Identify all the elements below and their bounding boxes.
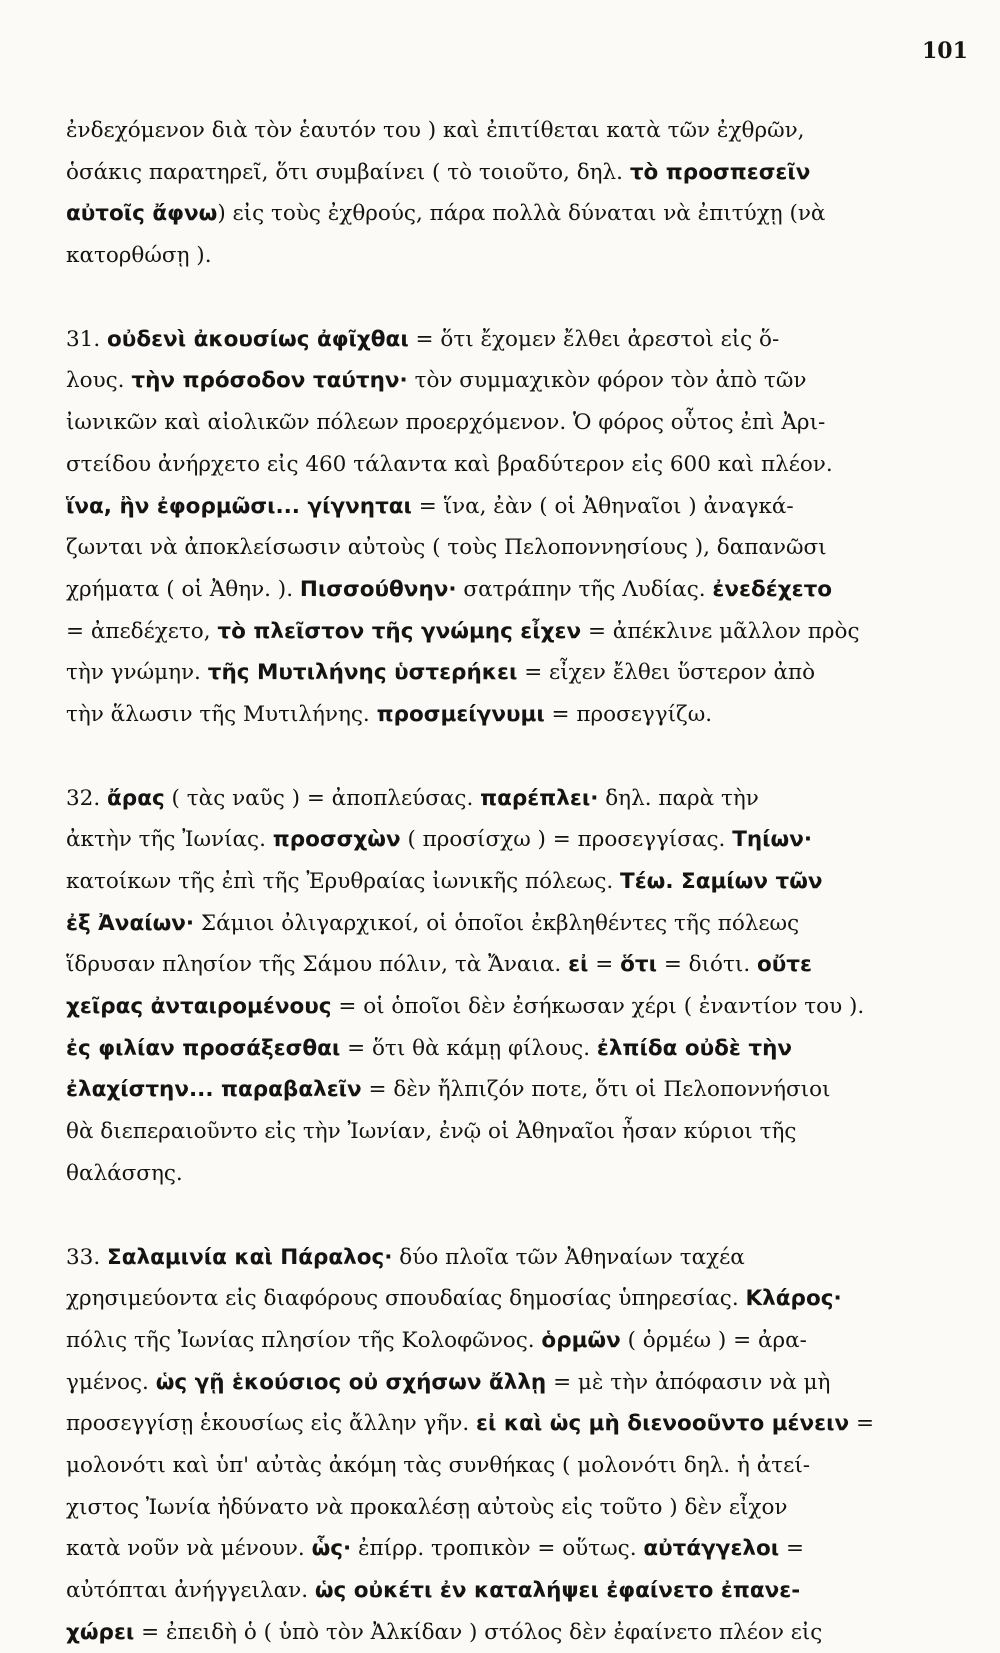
lemma-term: προσσχὼν xyxy=(273,827,401,852)
text-line xyxy=(66,1362,946,1404)
gloss-text: ( τὰς ναῦς ) = ἀποπλεύσας. xyxy=(165,786,480,811)
paragraph xyxy=(66,319,946,736)
lemma-term: Πισσούθνην· xyxy=(300,577,457,602)
gloss-text: = ἀπέκλινε μᾶλλον πρὸς xyxy=(581,619,859,644)
lemma-term: ὁρμῶν xyxy=(541,1328,620,1353)
text-line xyxy=(66,652,946,694)
text-line xyxy=(66,944,946,986)
text-line xyxy=(66,1028,946,1070)
text-line xyxy=(66,903,946,945)
gloss-text: = ὅτι ἔχομεν ἔλθει ἀρεστοὶ εἰς ὅ- xyxy=(409,327,780,352)
gloss-text: ἐνδεχόμενον διὰ τὸν ἑαυτόν του ) καὶ ἐπιτίθεται κατὰ τῶν ἐχθρῶν, xyxy=(66,118,805,143)
lemma-term: Σαλαμινία καὶ Πάραλος· xyxy=(107,1245,392,1270)
paragraph-gap xyxy=(66,1195,946,1237)
lemma-term: χεῖρας ἀνταιρομένους xyxy=(66,994,332,1019)
gloss-text: = ὅτι θὰ κάμῃ φίλους. xyxy=(340,1036,597,1061)
gloss-text: ζωνται νὰ ἀποκλείσωσιν αὐτοὺς ( τοὺς Πελοποννησίους ), δαπανῶσι xyxy=(66,535,827,560)
text-line xyxy=(66,1069,946,1111)
paragraph xyxy=(66,1237,946,1653)
gloss-text: = μὲ τὴν ἀπόφασιν νὰ μὴ xyxy=(546,1370,830,1395)
lemma-term: ἐς φιλίαν προσάξεσθαι xyxy=(66,1036,340,1061)
lemma-term: Τηίων· xyxy=(732,827,812,852)
text-line xyxy=(66,486,946,528)
lemma-term: τὸ πλεῖστον τῆς γνώμης εἶχεν xyxy=(217,619,581,644)
gloss-text: στείδου ἀνήρχετο εἰς 460 τάλαντα καὶ βραδύτερον εἰς 600 καὶ πλέον. xyxy=(66,452,833,477)
lemma-term: ὡς γῇ ἑκούσιος οὐ σχήσων ἄλλῃ xyxy=(156,1370,547,1395)
text-line xyxy=(66,152,946,194)
gloss-text: Σάμιοι ὀλιγαρχικοί, οἱ ὁποῖοι ἐκβληθέντες τῆς πόλεως xyxy=(194,911,799,936)
text-line xyxy=(66,1153,946,1195)
gloss-text: πόλις τῆς Ἰωνίας πλησίον τῆς Κολοφῶνος. xyxy=(66,1328,541,1353)
text-line xyxy=(66,319,946,361)
gloss-text: ) εἰς τοὺς ἐχθρούς, πάρα πολλὰ δύναται νὰ ἐπιτύχῃ (νὰ xyxy=(217,201,825,226)
gloss-text: χρήματα ( οἱ Ἀθην. ). xyxy=(66,577,300,602)
gloss-text: ἀκτὴν τῆς Ἰωνίας. xyxy=(66,827,273,852)
commentary-text xyxy=(66,110,946,1653)
gloss-text: ἐπίρρ. τροπικὸν = οὕτως. xyxy=(351,1536,643,1561)
paragraph-gap xyxy=(66,736,946,778)
lemma-term: προσμείγνυμι xyxy=(377,702,545,727)
text-line xyxy=(66,1111,946,1153)
gloss-text: κατὰ νοῦν νὰ μένουν. xyxy=(66,1536,312,1561)
text-line xyxy=(66,1403,946,1445)
text-line xyxy=(66,1320,946,1362)
gloss-text: = διότι. xyxy=(657,952,757,977)
gloss-text: = οἱ ὁποῖοι δὲν ἐσήκωσαν χέρι ( ἐναντίον του ). xyxy=(332,994,865,1019)
text-line xyxy=(66,778,946,820)
gloss-text: = εἶχεν ἔλθει ὕστερον ἀπὸ xyxy=(517,660,815,685)
gloss-text: θαλάσσης. xyxy=(66,1161,183,1186)
gloss-text: ἵδρυσαν πλησίον τῆς Σάμου πόλιν, τὰ Ἄναια. xyxy=(66,952,568,977)
lemma-term: Τέω. Σαμίων τῶν xyxy=(620,869,823,894)
gloss-text: μολονότι καὶ ὑπ' αὐτὰς ἀκόμη τὰς συνθήκας ( μολονότι δηλ. ἡ ἀτεί- xyxy=(66,1453,810,1478)
paragraph-gap xyxy=(66,277,946,319)
lemma-term: τὴν πρόσοδον ταύτην· xyxy=(131,368,407,393)
text-line xyxy=(66,402,946,444)
page-number: 101 xyxy=(922,38,968,64)
text-line xyxy=(66,1445,946,1487)
lemma-term: τὸ προσπεσεῖν xyxy=(630,160,811,185)
text-line xyxy=(66,360,946,402)
gloss-text: = ἐπειδὴ ὁ ( ὑπὸ τὸν Ἀλκίδαν ) στόλος δὲν ἐφαίνετο πλέον εἰς xyxy=(134,1620,822,1645)
lemma-term: ὡς οὐκέτι ἐν καταλήψει ἐφαίνετο ἐπανε- xyxy=(315,1578,800,1603)
text-line xyxy=(66,235,946,277)
text-line xyxy=(66,1278,946,1320)
gloss-text: 33. xyxy=(66,1245,107,1270)
gloss-text: προσεγγίσῃ ἑκουσίως εἰς ἄλλην γῆν. xyxy=(66,1411,476,1436)
lemma-term: ἵνα, ἢν ἐφορμῶσι... γίγνηται xyxy=(66,494,412,519)
text-line xyxy=(66,569,946,611)
paragraph xyxy=(66,110,946,277)
gloss-text: λους. xyxy=(66,368,131,393)
lemma-term: ἐλαχίστην... παραβαλεῖν xyxy=(66,1077,362,1102)
lemma-term: ἐλπίδα οὐδὲ τὴν xyxy=(597,1036,792,1061)
text-line xyxy=(66,1612,946,1653)
text-line xyxy=(66,986,946,1028)
text-line xyxy=(66,444,946,486)
lemma-term: τῆς Μυτιλήνης ὑστερήκει xyxy=(208,660,518,685)
gloss-text: 31. xyxy=(66,327,107,352)
lemma-term: εἰ καὶ ὡς μὴ διενοοῦντο μένειν xyxy=(476,1411,849,1436)
gloss-text: αὐτόπται ἀνήγγειλαν. xyxy=(66,1578,315,1603)
gloss-text: = ἀπεδέχετο, xyxy=(66,619,217,644)
gloss-text: 32. xyxy=(66,786,107,811)
gloss-text: τὸν συμμαχικὸν φόρον τὸν ἀπὸ τῶν xyxy=(408,368,807,393)
lemma-term: αὐτάγγελοι xyxy=(643,1536,779,1561)
text-line xyxy=(66,110,946,152)
gloss-text: = xyxy=(779,1536,804,1561)
lemma-term: εἰ xyxy=(568,952,588,977)
text-line xyxy=(66,861,946,903)
text-line xyxy=(66,1237,946,1279)
gloss-text: δύο πλοῖα τῶν Ἀθηναίων ταχέα xyxy=(392,1245,744,1270)
lemma-term: ἄρας xyxy=(107,786,165,811)
gloss-text: ἰωνικῶν καὶ αἰολικῶν πόλεων προερχόμενον. Ὁ φόρος οὗτος ἐπὶ Ἀρι- xyxy=(66,410,825,435)
text-line xyxy=(66,193,946,235)
lemma-term: αὐτοῖς ἄφνω xyxy=(66,201,217,226)
gloss-text: δηλ. παρὰ τὴν xyxy=(598,786,758,811)
gloss-text: κατοίκων τῆς ἐπὶ τῆς Ἐρυθραίας ἰωνικῆς πόλεως. xyxy=(66,869,620,894)
gloss-text: ( προσίσχω ) = προσεγγίσας. xyxy=(401,827,733,852)
lemma-term: ἐξ Ἀναίων· xyxy=(66,911,194,936)
paragraph xyxy=(66,778,946,1195)
gloss-text: σατράπην τῆς Λυδίας. xyxy=(457,577,713,602)
text-line xyxy=(66,694,946,736)
lemma-term: Κλάρος· xyxy=(746,1286,842,1311)
text-line xyxy=(66,1487,946,1529)
lemma-term: οὐδενὶ ἀκουσίως ἀφῖχθαι xyxy=(107,327,409,352)
lemma-term: ὅτι xyxy=(620,952,657,977)
gloss-text: χιστος Ἰωνία ἠδύνατο νὰ προκαλέσῃ αὐτοὺς εἰς τοῦτο ) δὲν εἶχον xyxy=(66,1495,787,1520)
text-line xyxy=(66,527,946,569)
text-line xyxy=(66,819,946,861)
gloss-text: κατορθώσῃ ). xyxy=(66,243,212,268)
gloss-text: ( ὁρμέω ) = ἀρα- xyxy=(621,1328,807,1353)
gloss-text: = xyxy=(849,1411,874,1436)
gloss-text: = ἵνα, ἐὰν ( οἱ Ἀθηναῖοι ) ἀναγκά- xyxy=(412,494,794,519)
lemma-term: οὔτε xyxy=(757,952,812,977)
text-line xyxy=(66,1528,946,1570)
lemma-term: ἐνεδέχετο xyxy=(712,577,832,602)
gloss-text: γμένος. xyxy=(66,1370,156,1395)
gloss-text: = δὲν ἤλπιζόν ποτε, ὅτι οἱ Πελοποννήσιοι xyxy=(362,1077,831,1102)
gloss-text: τὴν ἅλωσιν τῆς Μυτιλήνης. xyxy=(66,702,377,727)
text-line xyxy=(66,611,946,653)
gloss-text: τὴν γνώμην. xyxy=(66,660,208,685)
lemma-term: ὧς· xyxy=(312,1536,352,1561)
gloss-text: ὁσάκις παρατηρεῖ, ὅτι συμβαίνει ( τὸ τοιοῦτο, δηλ. xyxy=(66,160,630,185)
text-line xyxy=(66,1570,946,1612)
gloss-text: θὰ διεπεραιοῦντο εἰς τὴν Ἰωνίαν, ἐνῷ οἱ Ἀθηναῖοι ἦσαν κύριοι τῆς xyxy=(66,1119,796,1144)
gloss-text: = xyxy=(588,952,620,977)
gloss-text: = προσεγγίζω. xyxy=(545,702,712,727)
gloss-text: χρησιμεύοντα εἰς διαφόρους σπουδαίας δημοσίας ὑπηρεσίας. xyxy=(66,1286,746,1311)
lemma-term: χώρει xyxy=(66,1620,134,1645)
lemma-term: παρέπλει· xyxy=(480,786,598,811)
